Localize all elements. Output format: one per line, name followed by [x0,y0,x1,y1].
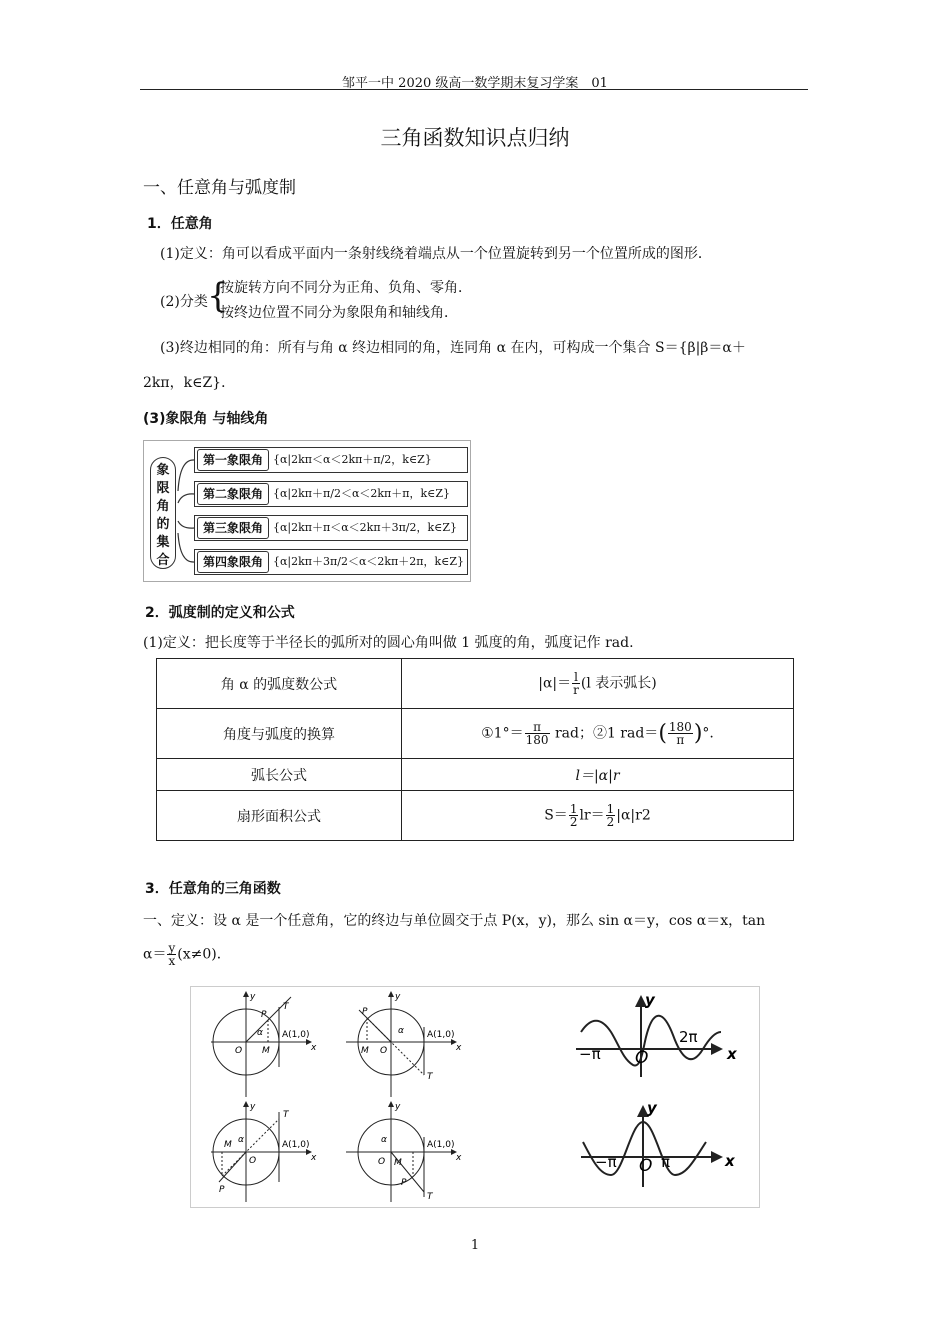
trig-figures [190,986,760,1208]
trig-definition-line-2: α＝ $\frac{y}{x}$ (x≠0)． [143,941,231,968]
oval-char: 合 [156,553,170,568]
table-row [157,759,794,791]
label-m: M [394,1158,402,1168]
section-heading: 一、任意角与弧度制 [143,178,296,198]
label-m: M [224,1140,232,1150]
table-row [157,659,794,709]
oval-char: 集 [156,535,170,550]
quadrant-label: 第二象限角 [197,483,269,505]
label-neg-pi: −π [579,1045,601,1063]
quadrant-row [194,515,468,541]
label-origin: O [635,1048,649,1068]
table-cell-formula: ①1°＝ $\frac{\pi}{180}$ rad；②1 rad＝( $\frac{180}{\pi}$ )°. [402,709,794,759]
formula-table [156,658,794,841]
label-t: T [283,1110,289,1120]
quadrant-formula: {α|2kπ＋3π/2＜α＜2kπ＋2π，k∈Z} [273,555,464,568]
label-a: A(1,0) [427,1030,455,1040]
table-row [157,791,794,841]
table-cell-formula [402,791,794,841]
subsection-1-heading: 1．任意角 [147,216,213,232]
quadrant-label: 第三象限角 [197,517,269,539]
label-x: x [311,1153,317,1163]
page-title: 三角函数知识点归纳 [380,126,570,150]
formula-text: rad；②1 rad＝ [550,725,659,742]
formula-text: (l 表示弧长) [580,675,657,692]
label-p: P [261,1010,267,1020]
label-x: x [456,1043,462,1053]
sine-graph [576,997,721,1077]
fraction: $\frac{1}{2}$ [569,802,578,829]
table-cell-name: 弧长公式 [157,759,402,791]
label-y: y [395,1102,401,1112]
quadrant-row [194,549,468,575]
table-row [157,709,794,759]
oval-char: 的 [156,517,170,532]
subsection-3-heading: 3．任意角的三角函数 [145,881,281,897]
label-alpha: α [398,1026,404,1036]
label-y: y [647,1099,657,1117]
label-y: y [250,1102,256,1112]
formula-text: |α|＝ [538,675,572,692]
quadrant-formula: {α|2kπ＋π/2＜α＜2kπ＋π，k∈Z} [273,487,450,500]
quadrant-formula: {α|2kπ＜α＜2kπ＋π/2，k∈Z} [273,453,432,466]
trig-definition-line-1: 一、定义：设 α 是一个任意角，它的终边与单位圆交于点 P(x，y)，那么 sin α＝y，cos α＝x，tan [143,913,766,929]
label-origin: O [380,1046,388,1056]
label-alpha: α [381,1135,387,1145]
label-x: x [725,1152,735,1170]
classify-item-1: 按旋转方向不同分为正角、负角、零角． [220,280,472,296]
header-rule [140,89,808,90]
label-m: M [262,1046,270,1056]
table-cell-name: 扇形面积公式 [157,791,402,841]
formula-text: |α|r2 [616,807,651,824]
quadrant-row [194,447,468,473]
formula-text: S＝ [544,807,568,824]
table-cell-formula: l＝|α|r [402,759,794,791]
label-m: M [361,1046,369,1056]
label-p: P [401,1178,407,1188]
quadrant-label: 第一象限角 [197,449,269,471]
label-y: y [250,992,256,1002]
table-cell-name: 角度与弧度的换算 [157,709,402,759]
subsection-2-heading: 2．弧度制的定义和公式 [145,605,295,621]
formula-text: ①1°＝ [481,725,524,742]
label-alpha: α [238,1135,244,1145]
fraction: $\frac{1}{2}$ [606,802,615,829]
quadrant-diagram [143,440,471,582]
label-origin: O [378,1157,386,1167]
label-t: T [427,1192,433,1202]
oval-char: 限 [156,481,170,496]
fraction: $\frac{180}{\pi}$ [668,720,692,747]
classify-label: (2)分类 [160,294,208,310]
label-x: x [456,1153,462,1163]
coterminal-line-1: (3)终边相同的角：所有与角 α 终边相同的角，连同角 α 在内，可构成一个集合 S＝{β|β＝α＋ [160,340,746,356]
label-origin: O [235,1046,243,1056]
label-origin: O [249,1156,257,1166]
label-pi: π [661,1153,671,1171]
label-x: x [727,1045,737,1063]
table-cell-name: 角 α 的弧度数公式 [157,659,402,709]
fraction: $\frac{\pi}{180}$ [525,720,549,747]
label-t: T [283,1002,289,1012]
formula-text: °. [702,725,714,742]
table-cell-formula [402,659,794,709]
label-origin: O [639,1156,653,1176]
label-a: A(1,0) [427,1140,455,1150]
oval-char: 象 [156,463,170,478]
label-neg-pi: −π [595,1153,617,1171]
fraction: $\frac{y}{x}$ [168,941,176,968]
coterminal-line-2: 2kπ，k∈Z}． [143,375,236,391]
definition-text: (1)定义：角可以看成平面内一条射线绕着端点从一个位置旋转到另一个位置所成的图形． [160,246,712,262]
label-a: A(1,0) [282,1140,310,1150]
quadrant-formula: {α|2kπ＋π＜α＜2kπ＋3π/2，k∈Z} [273,521,457,534]
label-y: y [395,992,401,1002]
label-p: P [362,1007,368,1017]
oval-char: 角 [156,499,170,514]
label-p: P [219,1185,225,1195]
label-t: T [427,1072,433,1082]
unit-circle-q1 [211,992,311,1097]
label-2pi: 2π [679,1028,698,1046]
label-y: y [645,991,655,1009]
classify-item-2: 按终边位置不同分为象限角和轴线角． [220,305,458,321]
formula-text: lr＝ [579,807,605,824]
radian-definition: (1)定义：把长度等于半径长的弧所对的圆心角叫做 1 弧度的角，弧度记作 rad. [143,635,634,651]
quadrant-label: 第四象限角 [197,551,269,573]
brace: { [207,276,229,316]
label-x: x [311,1043,317,1053]
label-alpha: α [257,1028,263,1038]
quadrant-heading: (3)象限角 与轴线角 [143,411,269,427]
trig-figures-svg [191,987,759,1207]
label-a: A(1,0) [282,1030,310,1040]
fraction: $\frac{l}{r}$ [573,670,579,697]
page-header: 邹平一中 2020 级高一数学期末复习学案 01 [342,76,608,91]
quadrant-row [194,481,468,507]
page-number: 1 [470,1238,480,1253]
unit-circle-q3 [211,1102,311,1202]
